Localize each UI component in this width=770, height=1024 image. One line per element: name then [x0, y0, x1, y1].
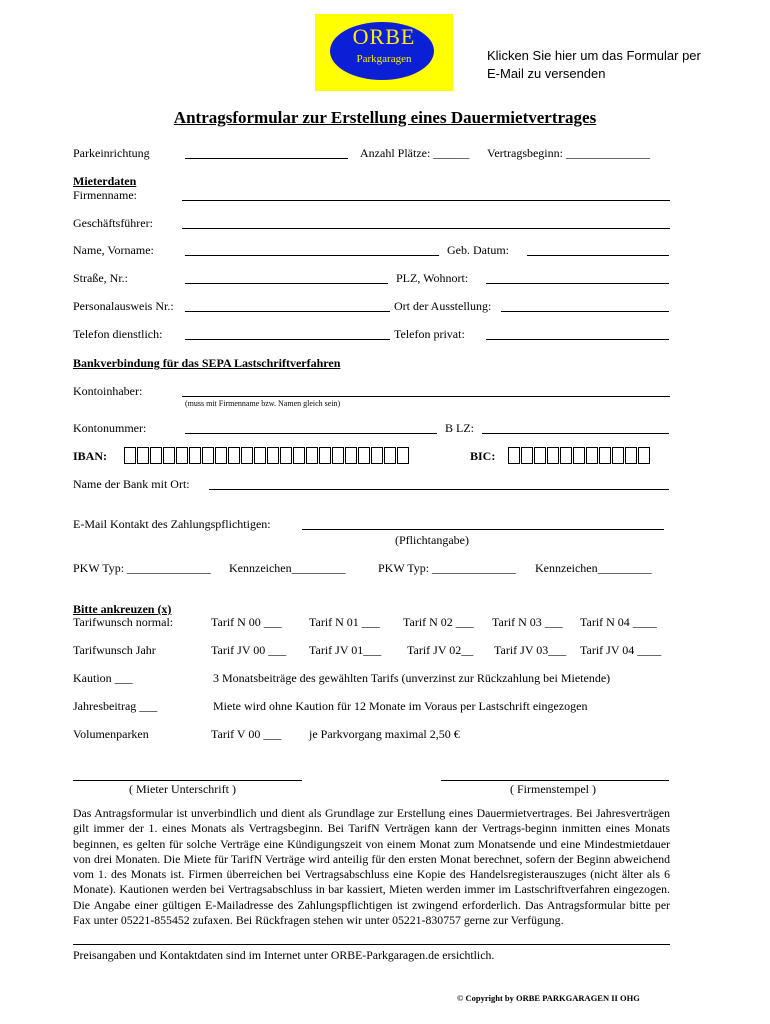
option-jahresbeitrag[interactable]: Jahresbeitrag ___: [73, 699, 158, 713]
label-bankname: Name der Bank mit Ort:: [73, 477, 190, 491]
volumen-description: je Parkvorgang maximal 2,50 €: [309, 727, 460, 741]
char-box[interactable]: [586, 447, 598, 464]
signature-line-mieter[interactable]: [73, 780, 302, 781]
tarif-option[interactable]: Tarif N 00 ___: [211, 615, 282, 629]
field-personalausweis[interactable]: [185, 311, 390, 312]
char-box[interactable]: [638, 447, 650, 464]
field-parkeinrichtung[interactable]: [185, 158, 348, 159]
field-bankname[interactable]: [209, 489, 669, 490]
label-volumenparken: Volumenparken: [73, 727, 149, 741]
section-mieterdaten: Mieterdaten: [73, 174, 137, 188]
field-ort-ausstellung[interactable]: [501, 311, 669, 312]
label-firmenname: Firmenname:: [73, 188, 137, 202]
char-box[interactable]: [241, 447, 253, 464]
char-box[interactable]: [397, 447, 409, 464]
tarif-option[interactable]: Tarif JV 02__: [407, 643, 474, 657]
tarif-option[interactable]: Tarif N 01 ___: [309, 615, 380, 629]
email-pflicht-hint: (Pflichtangabe): [395, 533, 469, 547]
orbe-logo: [315, 14, 453, 91]
char-box[interactable]: [384, 447, 396, 464]
label-email: E-Mail Kontakt des Zahlungspflichtigen:: [73, 517, 271, 531]
char-box[interactable]: [560, 447, 572, 464]
label-tarif-normal: Tarifwunsch normal:: [73, 615, 174, 629]
label-plz: PLZ, Wohnort:: [396, 271, 469, 285]
preis-info: Preisangaben und Kontaktdaten sind im Internet unter ORBE-Parkgaragen.de ersichtlich.: [73, 948, 495, 962]
tarif-option[interactable]: Tarif JV 00 ___: [211, 643, 287, 657]
field-kontoinhaber[interactable]: [182, 396, 670, 397]
field-kontonummer[interactable]: [185, 433, 437, 434]
tarif-option[interactable]: Tarif N 03 ___: [492, 615, 563, 629]
field-email[interactable]: [302, 529, 664, 530]
label-telefon-privat: Telefon privat:: [394, 327, 465, 341]
label-geb-datum: Geb. Datum:: [447, 243, 509, 257]
kaution-description: 3 Monatsbeiträge des gewählten Tarifs (unverzinst zur Rückzahlung bei Mietende): [213, 671, 611, 685]
char-box[interactable]: [599, 447, 611, 464]
label-strasse: Straße, Nr.:: [73, 271, 128, 285]
field-geb-datum[interactable]: [527, 255, 669, 256]
char-box[interactable]: [267, 447, 279, 464]
field-plz[interactable]: [486, 283, 669, 284]
option-kaution[interactable]: Kaution ___: [73, 671, 133, 685]
char-box[interactable]: [521, 447, 533, 464]
label-parkeinrichtung: Parkeinrichtung: [73, 146, 150, 160]
copyright: © Copyright by ORBE PARKGARAGEN II OHG: [457, 993, 640, 1003]
tarif-option[interactable]: Tarif V 00 ___: [211, 727, 282, 741]
char-box[interactable]: [625, 447, 637, 464]
signature-line-firmenstempel[interactable]: [441, 780, 669, 781]
tarif-option[interactable]: Tarif N 02 ___: [403, 615, 474, 629]
tarif-option[interactable]: Tarif JV 03___: [494, 643, 567, 657]
char-box[interactable]: [573, 447, 585, 464]
tarif-option[interactable]: Tarif JV 01___: [309, 643, 382, 657]
form-title: Antragsformular zur Erstellung eines Dauermietvertrages: [173, 108, 597, 127]
tarif-option[interactable]: Tarif JV 04 ____: [580, 643, 662, 657]
iban-input-boxes[interactable]: [124, 447, 410, 464]
char-box[interactable]: [345, 447, 357, 464]
char-box[interactable]: [254, 447, 266, 464]
label-kontonummer: Kontonummer:: [73, 421, 147, 435]
label-ort-ausstellung: Ort der Ausstellung:: [394, 299, 492, 313]
label-iban: IBAN:: [73, 449, 108, 463]
char-box[interactable]: [612, 447, 624, 464]
char-box[interactable]: [163, 447, 175, 464]
logo-brand: ORBE: [352, 24, 416, 49]
field-vertragsbeginn[interactable]: Vertragsbeginn: ______________: [487, 146, 650, 160]
field-pkw-typ-2[interactable]: PKW Typ: ______________: [378, 561, 517, 575]
char-box[interactable]: [202, 447, 214, 464]
field-strasse[interactable]: [185, 283, 388, 284]
kontoinhaber-hint: (muss mit Firmenname bzw. Namen gleich sein): [185, 399, 341, 408]
label-firmenstempel: ( Firmenstempel ): [510, 782, 596, 796]
field-pkw-typ-1[interactable]: PKW Typ: ______________: [73, 561, 212, 575]
label-personalausweis: Personalausweis Nr.:: [73, 299, 174, 313]
field-name[interactable]: [185, 255, 439, 256]
char-box[interactable]: [371, 447, 383, 464]
char-box[interactable]: [319, 447, 331, 464]
char-box[interactable]: [176, 447, 188, 464]
label-blz: B LZ:: [445, 421, 474, 435]
label-telefon-dienstlich: Telefon dienstlich:: [73, 327, 163, 341]
char-box[interactable]: [215, 447, 227, 464]
field-firmenname[interactable]: [182, 200, 670, 201]
field-telefon-dienstlich[interactable]: [185, 339, 390, 340]
field-kennzeichen-2[interactable]: Kennzeichen_________: [535, 561, 652, 575]
bic-input-boxes[interactable]: [508, 447, 651, 464]
char-box[interactable]: [137, 447, 149, 464]
jahresbeitrag-description: Miete wird ohne Kaution für 12 Monate im Voraus per Lastschrift eingezogen: [213, 699, 588, 713]
label-mieter-unterschrift: ( Mieter Unterschrift ): [129, 782, 236, 796]
char-box[interactable]: [358, 447, 370, 464]
char-box[interactable]: [332, 447, 344, 464]
field-telefon-privat[interactable]: [486, 339, 669, 340]
field-anzahl-plaetze[interactable]: Anzahl Plätze: ______: [360, 146, 470, 160]
char-box[interactable]: [150, 447, 162, 464]
section-ankreuzen: Bitte ankreuzen (x): [73, 602, 172, 616]
label-bic: BIC:: [470, 449, 496, 463]
divider: [73, 944, 670, 945]
char-box[interactable]: [228, 447, 240, 464]
char-box[interactable]: [280, 447, 292, 464]
field-blz[interactable]: [482, 433, 669, 434]
email-submit-link[interactable]: Klicken Sie hier um das Formular per E-Mail zu versenden: [487, 48, 701, 81]
field-kennzeichen-1[interactable]: Kennzeichen_________: [229, 561, 346, 575]
char-box[interactable]: [508, 447, 520, 464]
label-geschaeftsfuehrer: Geschäftsführer:: [73, 216, 153, 230]
logo-subtitle: Parkgaragen: [356, 53, 412, 65]
label-name: Name, Vorname:: [73, 243, 154, 257]
field-geschaeftsfuehrer[interactable]: [182, 228, 670, 229]
terms-paragraph: Das Antragsformular ist unverbindlich und dient als Grundlage zur Erstellung eines Dauermietvertrages. Bei Jahresverträgen gilt immer der 1. eines Monats als Vertragsbeginn. Bei TarifN Verträgen kann der Vertrags-beginn inmitten eines Monats beginnen, es gelten für solche Verträge eine Kündigungszeit von einem Monat zum Monatsende und eine Mindestmietdauer von drei Monaten. Die Miete für TarifN Verträge wird anteilig für den ersten Monat berechnet, sofern der Beginn abweichend vom 1. des Monats ist. Firmen überreichen bei Vertragsabschluss eine Kopie des Handelsregisterauszuges (nicht älter als 6 Monate). Kautionen werden bei Vertragsabschluss in bar kassiert, Mieten werden immer im Lastschriftverfahren eingezogen. Die Angabe einer gültigen E-Mailadresse des Zahlungspflichtigen ist zwingend erforderlich. Das Antragsformular bitte per Fax unter 05221-855452 zufaxen. Bei Rückfragen stehen wir unter 05221-830757 gerne zur Verfügung.: [73, 806, 670, 928]
label-kontoinhaber: Kontoinhaber:: [73, 384, 143, 398]
char-box[interactable]: [293, 447, 305, 464]
label-tarif-jahr: Tarifwunsch Jahr: [73, 643, 156, 657]
char-box[interactable]: [534, 447, 546, 464]
char-box[interactable]: [547, 447, 559, 464]
char-box[interactable]: [124, 447, 136, 464]
char-box[interactable]: [189, 447, 201, 464]
section-bankverbindung: Bankverbindung für das SEPA Lastschriftverfahren: [73, 356, 341, 370]
tarif-option[interactable]: Tarif N 04 ____: [580, 615, 657, 629]
char-box[interactable]: [306, 447, 318, 464]
